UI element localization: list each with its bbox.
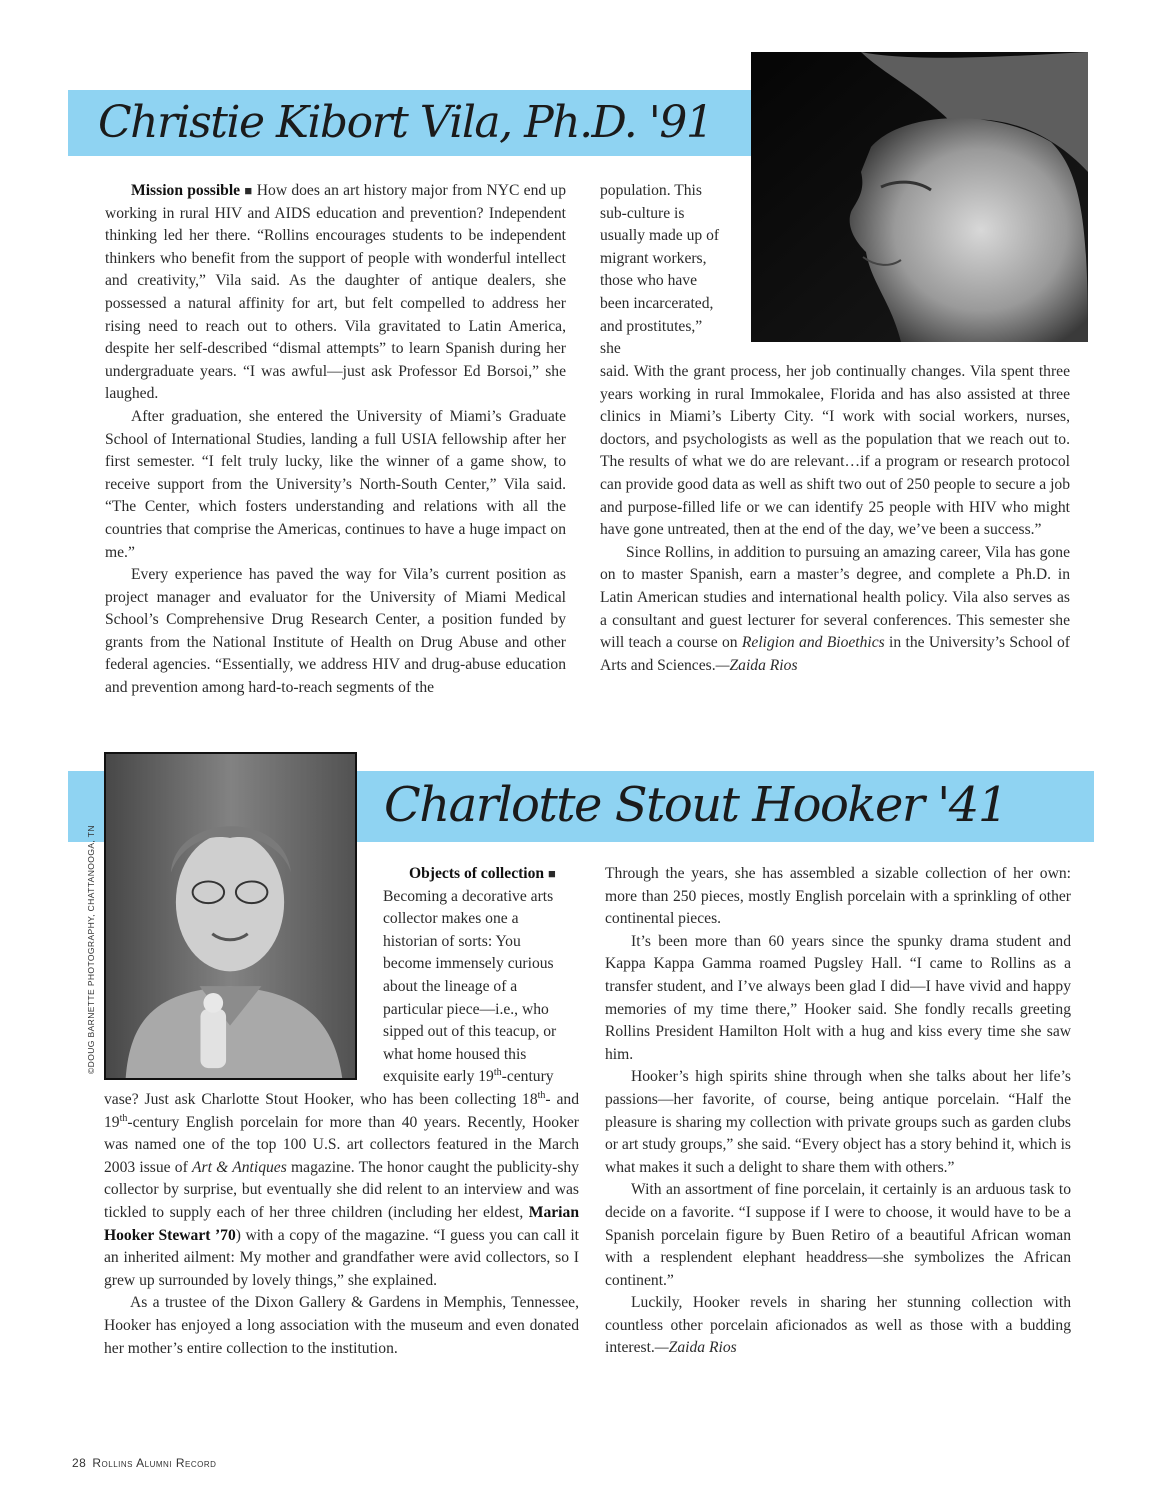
paragraph <box>105 180 566 406</box>
lead-label: Objects of collection <box>409 865 545 882</box>
lead-marker: ■ <box>548 866 556 881</box>
paragraph-text: Since Rollins, in addition to pursuing an amazing career, Vila has gone on to master Spanish, earn a master’s degree, and complete a Ph.D. in Latin American studies and international health policy. Vila also serves as a consultant and guest lecturer for several conferences. This semester she will teach a course on <box>600 543 1070 652</box>
paragraph-text: How does an art history major from NYC end up working in rural HIV and AIDS education and prevention? Independent thinking led her there. “Rollins encourages students to be independent thinkers who benefit from the support of people with wonderful intellect and creativity,” Vila said. As the daughter of antique dealers, she possessed a natural affinity for art, but felt compelled to address her rising need to reach out to others. Vila gravitated to Latin America, despite her self-described “dismal attempts” to learn Spanish during her undergraduate years. “I was awful—just ask Professor Ed Borsoi,” she laughed. <box>105 182 566 403</box>
superscript: th <box>493 1067 502 1079</box>
paragraph-text: vase? Just ask Charlotte Stout Hooker, who has been collecting 18 <box>104 1091 538 1108</box>
course-title: Religion and Bioethics <box>741 634 885 652</box>
article-column-right <box>600 361 1070 677</box>
superscript: th <box>537 1089 546 1101</box>
photo-credit: ©DOUG BARNETTE PHOTOGRAPHY, CHATTANOOGA, TN <box>86 825 96 1074</box>
paragraph <box>104 1089 579 1292</box>
byline: —Zaida Rios <box>654 1339 737 1357</box>
publication-name: Rollins Alumni Record <box>92 1456 217 1470</box>
paragraph-text: Becoming a decorative arts collector makes one a historian of sorts: You become immensely curious about the lineage of a particular piece—i.e., who sipped out of this teacup, or what home housed this exquisite early 19 <box>383 887 557 1086</box>
article-column-left <box>105 180 566 700</box>
paragraph: population. This sub-culture is usually made up of migrant workers, those who have been incarcerated, and prostitutes,” she <box>600 182 720 358</box>
page-number: 28 <box>72 1456 87 1470</box>
paragraph <box>600 542 1070 678</box>
magazine-title: Art & Antiques <box>192 1158 287 1176</box>
superscript: th <box>119 1112 128 1124</box>
paragraph: Through the years, she has assembled a sizable collection of her own: more than 250 pieces, mostly English porcelain with a sprinkling of other continental pieces. <box>605 865 1071 928</box>
paragraph: As a trustee of the Dixon Gallery & Gardens in Memphis, Tennessee, Hooker has enjoyed a long association with the museum and even donated her mother’s entire collection to the institution. <box>104 1294 579 1357</box>
paragraph-text: Luckily, Hooker revels in sharing her stunning collection with countless other porcelain aficionados as well as those with a budding interest. <box>605 1294 1071 1357</box>
article-headline: Christie Kibort Vila, Ph.D. '91 <box>98 97 713 148</box>
paragraph: With an assortment of fine porcelain, it certainly is an arduous task to decide on a favorite. “I suppose if I were to choose, it would have to be a Spanish porcelain figure by Buen Retiro of a beautiful African woman with a resplendent elephant headdress—she symbolizes the African continent.” <box>605 1181 1071 1289</box>
paragraph: Hooker’s high spirits shine through when she talks about her life’s passions—her favorite, of course, being antique porcelain. “Half the pleasure is sharing my collection with private groups such as garden clubs or art study groups,” she said. “Every object has a story behind it, which is what makes it such a delight to share them with others.” <box>605 1068 1071 1176</box>
paragraph-text: in the University’s School of Arts and Sciences. <box>600 634 1070 674</box>
paragraph-text: magazine. The honor caught the publicity-shy collector by surprise, but eventually she did relent to an interview and was tickled to supply each of her three children (including her eldest, <box>104 1158 579 1221</box>
article-headline: Charlotte Stout Hooker '41 <box>384 777 1007 833</box>
page-footer <box>72 1456 216 1470</box>
paragraph-text: -century English porcelain for more than 40 years. Recently, Hooker was named one of the top 100 U.S. art collectors featured in the March 2003 issue of <box>104 1113 579 1176</box>
article-column-right <box>605 863 1071 1360</box>
paragraph: Every experience has paved the way for Vila’s current position as project manager and evaluator for the University of Miami Medical School’s Comprehensive Drug Research Center, a position funded by grants from the National Institute of Health on Drug Abuse and other federal agencies. “Essentially, we address HIV and drug-abuse education and prevention among hard-to-reach segments of the <box>105 566 566 697</box>
portrait-photo <box>751 52 1088 342</box>
lead-label: Mission possible <box>131 182 241 199</box>
paragraph: said. With the grant process, her job continually changes. Vila spent three years working in rural Immokalee, Florida and has also assisted at three clinics in Miami’s Liberty City. “I work with social workers, nurses, doctors, and psychologists as well as the population that we reach out to. The results of what we do are relevant…if a program or research protocol can provide good data as well as shift two out of 250 people to secure a job and purpose-filled life or we can identify 25 people with HIV who might have gone untreated, then at the end of the day, we’ve been a success.” <box>600 363 1070 539</box>
paragraph-text: ) with a copy of the magazine. “I guess you can call it an inherited ailment: My mother and grandfather were avid collectors, so I grew up surrounded by lovely things,” she explained. <box>104 1226 580 1289</box>
paragraph-text: - and 19 <box>104 1091 579 1131</box>
byline: —Zaida Rios <box>715 656 798 674</box>
alumni-name: Marian Hooker Stewart ’70 <box>104 1203 579 1244</box>
paragraph-text: -century <box>501 1068 554 1086</box>
article-column-left <box>104 1089 579 1360</box>
paragraph <box>383 863 573 886</box>
article-column-narrow <box>383 863 573 1089</box>
paragraph: After graduation, she entered the University of Miami’s Graduate School of International Studies, landing a full USIA fellowship after her first semester. “I felt truly lucky, like the winner of a game show, to receive support from the University’s North-South Center,” Vila said. “The Center, which fosters understanding and relations with all the countries that comprise the Americas, continues to have a huge impact on me.” <box>105 407 566 561</box>
portrait-photo <box>104 752 357 1080</box>
lead-marker: ■ <box>244 183 253 198</box>
article-column-narrow <box>600 180 720 361</box>
paragraph <box>605 1292 1071 1360</box>
paragraph <box>383 886 573 1089</box>
paragraph: It’s been more than 60 years since the spunky drama student and Kappa Kappa Gamma roamed Pugsley Hall. “I came to Rollins as a transfer student, and I’ve always been glad I did—I have vivid and happy memories of my time there,” Hooker said. She fondly recalls greeting Rollins President Hamilton Holt with a hug and kiss every time she saw him. <box>605 932 1071 1063</box>
